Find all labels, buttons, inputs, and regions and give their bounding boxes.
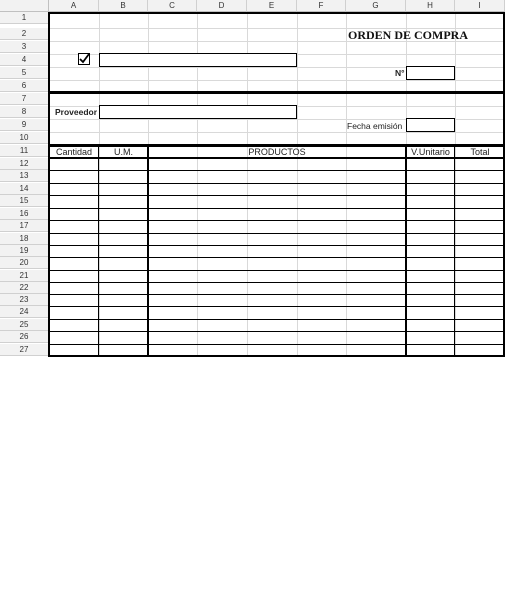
row-header[interactable]: 2 xyxy=(0,28,49,40)
column-header-a[interactable]: A xyxy=(49,0,99,12)
column-header-h[interactable]: H xyxy=(406,0,455,12)
products-table-frame xyxy=(48,145,505,357)
row-header[interactable]: 27 xyxy=(0,344,49,356)
table-row[interactable] xyxy=(49,294,505,295)
row-header[interactable]: 24 xyxy=(0,306,49,318)
row-header[interactable]: 9 xyxy=(0,119,49,131)
column-header-e[interactable]: E xyxy=(247,0,297,12)
table-row[interactable] xyxy=(49,257,505,258)
table-row[interactable] xyxy=(49,344,505,345)
column-quantity-header: Cantidad xyxy=(55,147,93,157)
table-row[interactable] xyxy=(49,220,505,221)
row-header[interactable]: 17 xyxy=(0,220,49,232)
column-unit-price-header: V.Unitario xyxy=(411,147,450,157)
table-row[interactable] xyxy=(49,331,505,332)
date-label: Fecha emisión xyxy=(347,121,403,131)
row-header[interactable]: 20 xyxy=(0,257,49,269)
table-row[interactable] xyxy=(49,183,505,184)
column-header-g[interactable]: G xyxy=(346,0,406,12)
page-title: ORDEN DE COMPRA xyxy=(348,28,468,42)
table-row[interactable] xyxy=(49,319,505,320)
table-row[interactable] xyxy=(49,245,505,246)
column-products-header: PRODUCTOS xyxy=(248,147,306,157)
supplier-label: Proveedor xyxy=(55,107,98,117)
column-total-header: Total xyxy=(470,147,490,157)
row-header[interactable]: 7 xyxy=(0,93,49,105)
row-header[interactable]: 16 xyxy=(0,208,49,220)
row-header[interactable]: 11 xyxy=(0,145,49,157)
row-header[interactable]: 5 xyxy=(0,67,49,79)
table-row[interactable] xyxy=(49,170,505,171)
row-header[interactable]: 14 xyxy=(0,183,49,195)
select-all-corner[interactable] xyxy=(0,0,49,12)
row-header[interactable]: 3 xyxy=(0,41,49,53)
table-row[interactable] xyxy=(49,233,505,234)
number-label: N° xyxy=(395,68,405,78)
row-header[interactable]: 21 xyxy=(0,270,49,282)
row-header[interactable]: 22 xyxy=(0,282,49,294)
row-header[interactable]: 4 xyxy=(0,54,49,66)
row-header[interactable]: 26 xyxy=(0,331,49,343)
table-row[interactable] xyxy=(49,195,505,196)
row-header[interactable]: 19 xyxy=(0,245,49,257)
row-header[interactable]: 25 xyxy=(0,319,49,331)
row-header[interactable]: 18 xyxy=(0,233,49,245)
row-header[interactable]: 1 xyxy=(0,12,49,24)
date-field[interactable] xyxy=(406,118,455,132)
row-header[interactable]: 10 xyxy=(0,132,49,144)
column-header-i[interactable]: I xyxy=(455,0,505,12)
table-row[interactable] xyxy=(49,270,505,271)
table-row[interactable] xyxy=(49,306,505,307)
row-header[interactable]: 6 xyxy=(0,80,49,92)
row-header[interactable]: 13 xyxy=(0,170,49,182)
row-header[interactable]: 15 xyxy=(0,195,49,207)
column-header-f[interactable]: F xyxy=(297,0,346,12)
company-checkbox[interactable] xyxy=(78,53,90,65)
row-header[interactable]: 12 xyxy=(0,158,49,170)
company-field[interactable] xyxy=(99,53,297,67)
table-row[interactable] xyxy=(49,208,505,209)
row-header[interactable]: 8 xyxy=(0,106,49,118)
empty-sheet-area xyxy=(0,357,505,600)
column-header-d[interactable]: D xyxy=(197,0,247,12)
column-header-c[interactable]: C xyxy=(148,0,197,12)
order-number-field[interactable] xyxy=(406,66,455,80)
column-header-b[interactable]: B xyxy=(99,0,148,12)
row-header[interactable]: 23 xyxy=(0,294,49,306)
check-icon xyxy=(78,53,90,65)
column-unit-header: U.M. xyxy=(114,147,133,157)
supplier-field[interactable] xyxy=(99,105,297,119)
table-row[interactable] xyxy=(49,282,505,283)
